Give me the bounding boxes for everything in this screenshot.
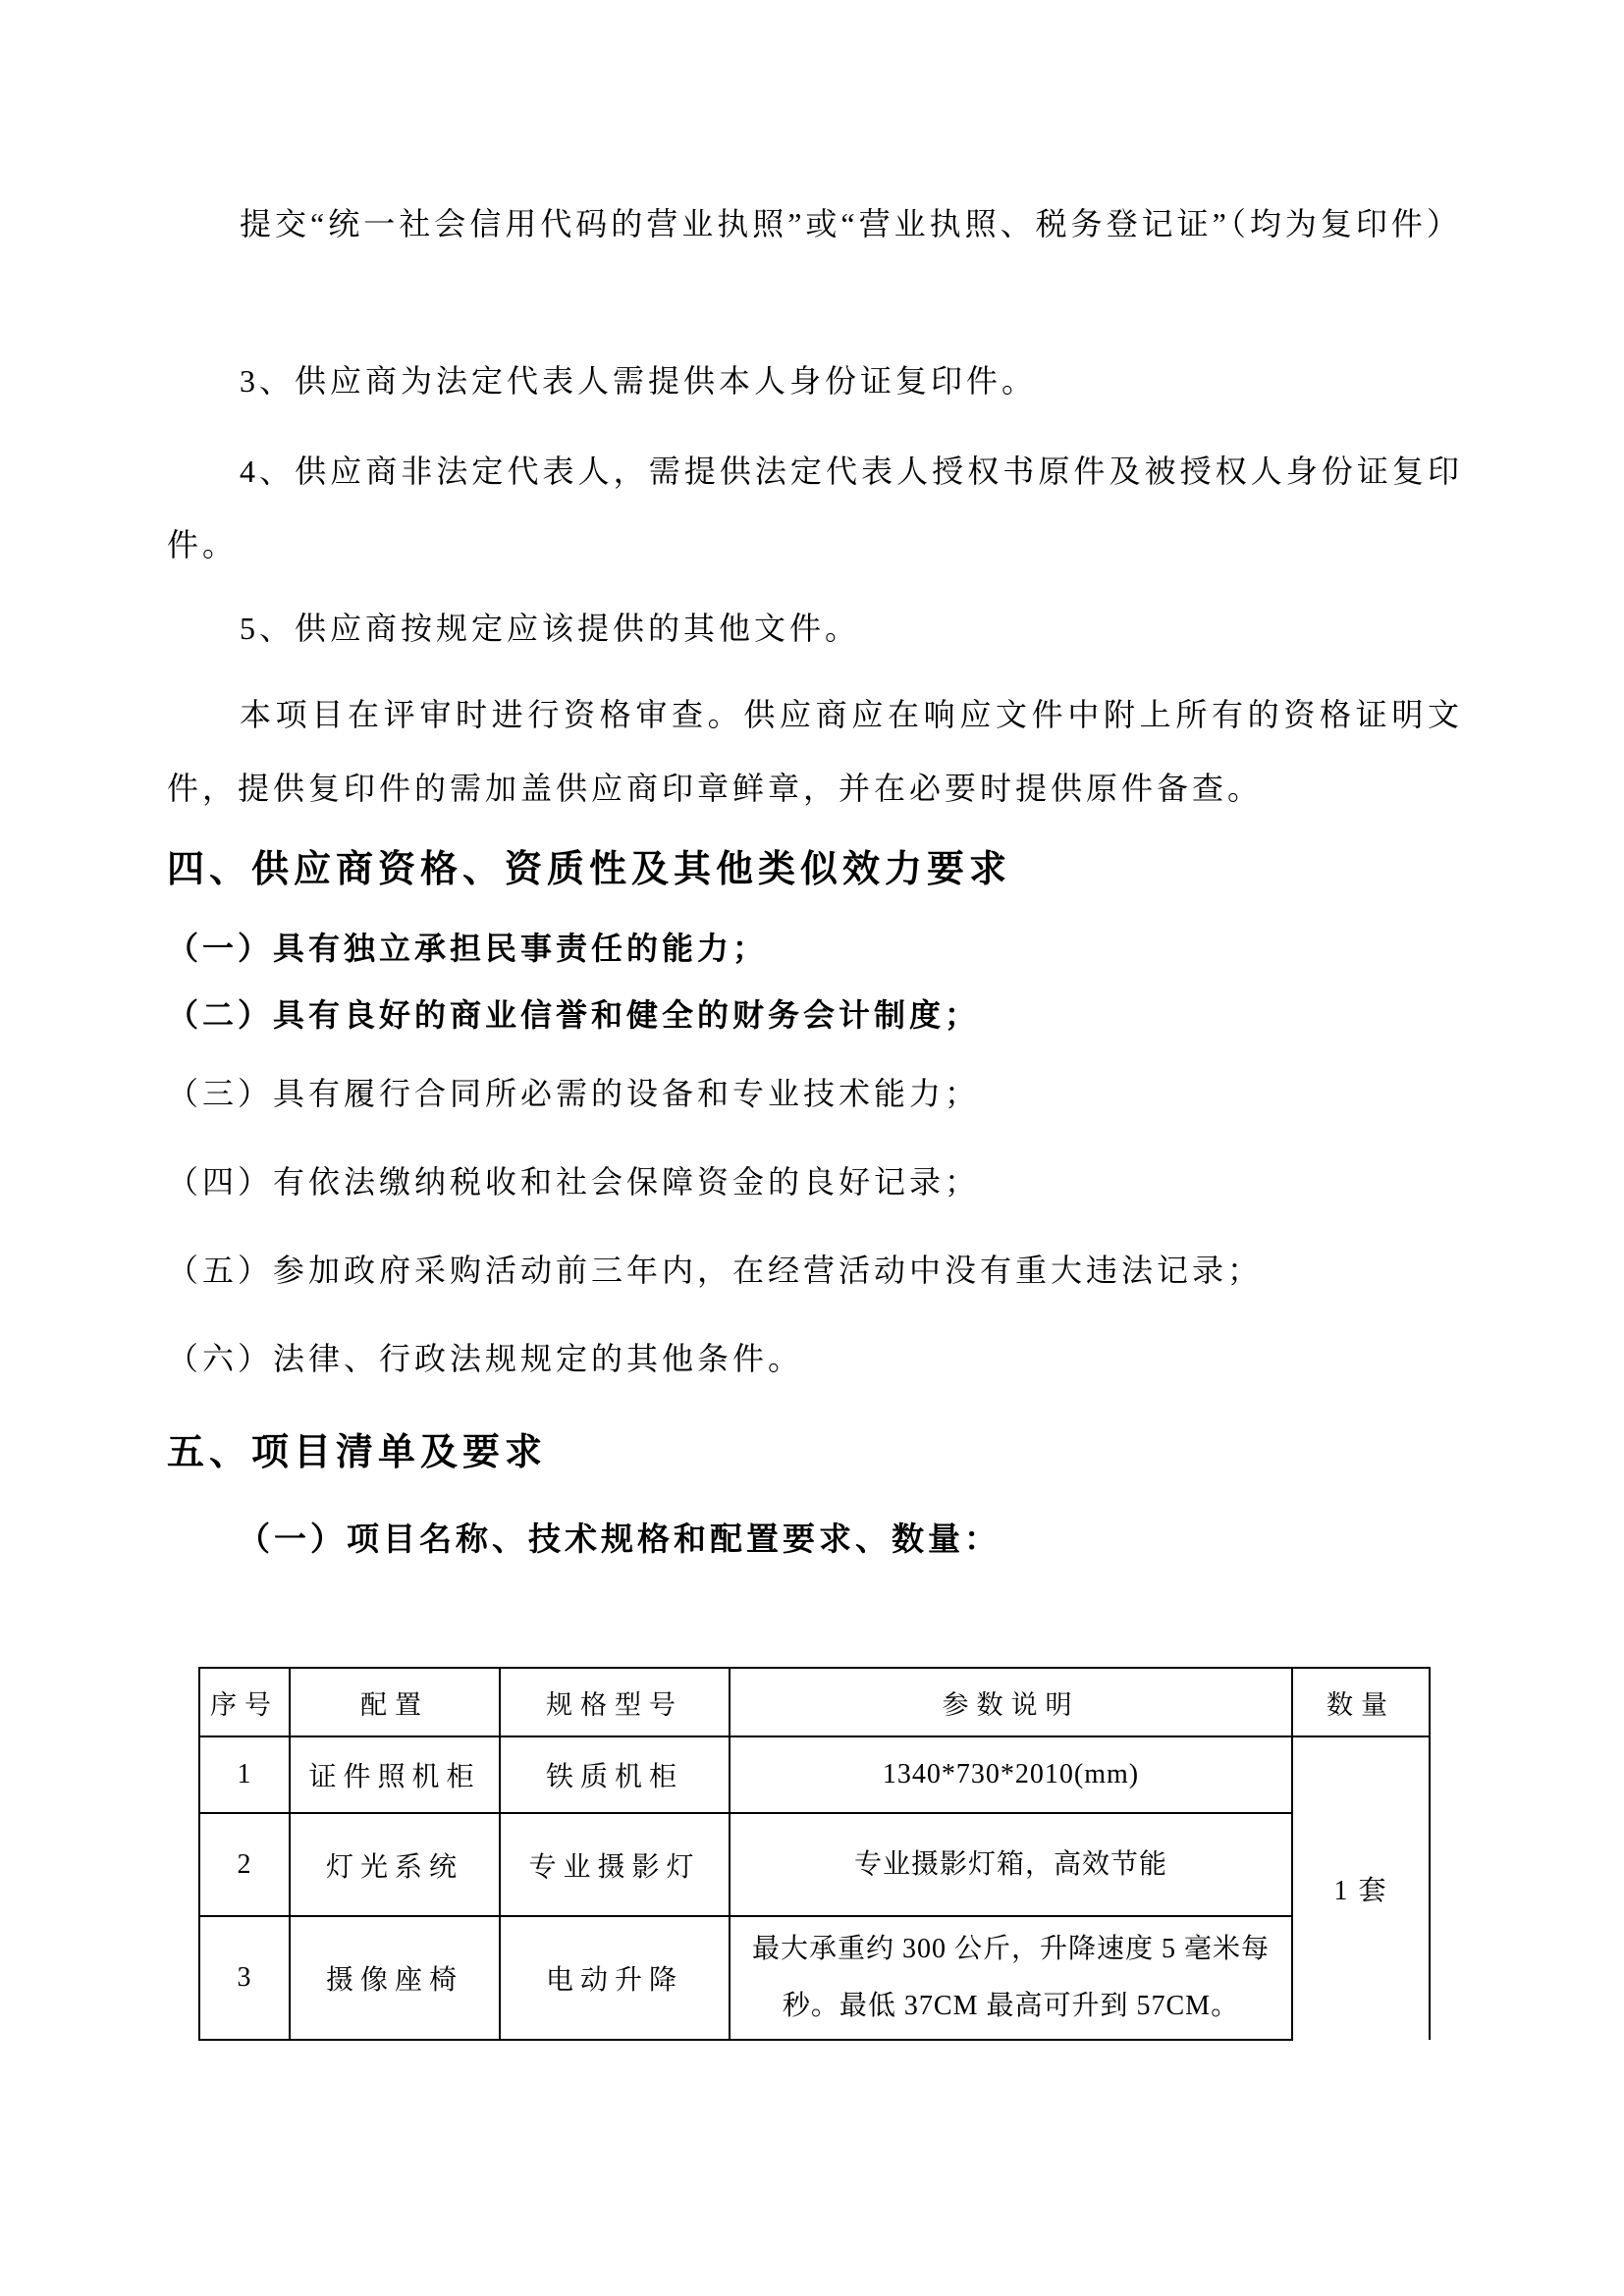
cell-quantity-merged: 1 套 xyxy=(1292,1736,1430,2040)
list-item-3: 3、供应商为法定代表人需提供本人身份证复印件。 xyxy=(240,363,1038,399)
table-header-row xyxy=(199,1668,1430,1736)
cell-params: 1340*730*2010(mm) xyxy=(730,1736,1292,1813)
condition-item-5: （五）参加政府采购活动前三年内，在经营活动中没有重大违法记录； xyxy=(167,1253,1264,1288)
cell-params: 最大承重约 300 公斤，升降速度 5 毫米每秒。最低 37CM 最高可升到 57CM。 xyxy=(730,1916,1292,2040)
cell-spec: 电动升降 xyxy=(500,1916,730,2040)
cell-spec: 专业摄影灯 xyxy=(500,1813,730,1916)
list-item-5: 5、供应商按规定应该提供的其他文件。 xyxy=(240,611,861,646)
section-4-heading: 四、供应商资格、资质性及其他类似效力要求 xyxy=(167,849,1012,890)
cell-params: 专业摄影灯箱，高效节能 xyxy=(730,1813,1292,1916)
table-row xyxy=(199,1736,1430,1813)
header-cell-qty: 数量 xyxy=(1292,1668,1430,1736)
project-spec-table xyxy=(198,1667,1431,2041)
cell-config: 证件照机柜 xyxy=(290,1736,500,1813)
header-cell-spec: 规格型号 xyxy=(500,1668,730,1736)
cell-config: 摄像座椅 xyxy=(290,1916,500,2040)
cell-spec: 铁质机柜 xyxy=(500,1736,730,1813)
table-row xyxy=(199,1916,1430,2040)
paragraph-license-requirement: 提交“统一社会信用代码的营业执照”或“营业执照、税务登记证”（均为复印件） xyxy=(240,206,1462,241)
cell-no: 1 xyxy=(199,1736,290,1813)
cell-no: 2 xyxy=(199,1813,290,1916)
condition-item-2: （二）具有良好的商业信誉和健全的财务会计制度； xyxy=(167,997,981,1033)
cell-config: 灯光系统 xyxy=(290,1813,500,1916)
condition-item-4: （四）有依法缴纳税收和社会保障资金的良好记录； xyxy=(167,1164,981,1200)
section-5-subheading: （一）项目名称、技术规格和配置要求、数量： xyxy=(238,1522,1001,1558)
section-5-heading: 五、项目清单及要求 xyxy=(167,1432,548,1473)
header-cell-params: 参数说明 xyxy=(730,1668,1292,1736)
paragraph-qualification-review: 本项目在评审时进行资格审查。供应商应在响应文件中附上所有的资格证明文件，提供复印件的需加盖供应商印章鲜章，并在必要时提供原件备查。 xyxy=(167,697,1463,806)
header-cell-config: 配置 xyxy=(290,1668,500,1736)
table-row xyxy=(199,1813,1430,1916)
cell-no: 3 xyxy=(199,1916,290,2040)
condition-item-6: （六）法律、行政法规规定的其他条件。 xyxy=(167,1341,804,1376)
condition-item-1: （一）具有独立承担民事责任的能力； xyxy=(167,931,769,966)
condition-item-3: （三）具有履行合同所必需的设备和专业技术能力； xyxy=(167,1076,981,1111)
list-item-4: 4、供应商非法定代表人，需提供法定代表人授权书原件及被授权人身份证复印件。 xyxy=(167,454,1463,562)
header-cell-no: 序号 xyxy=(199,1668,290,1736)
